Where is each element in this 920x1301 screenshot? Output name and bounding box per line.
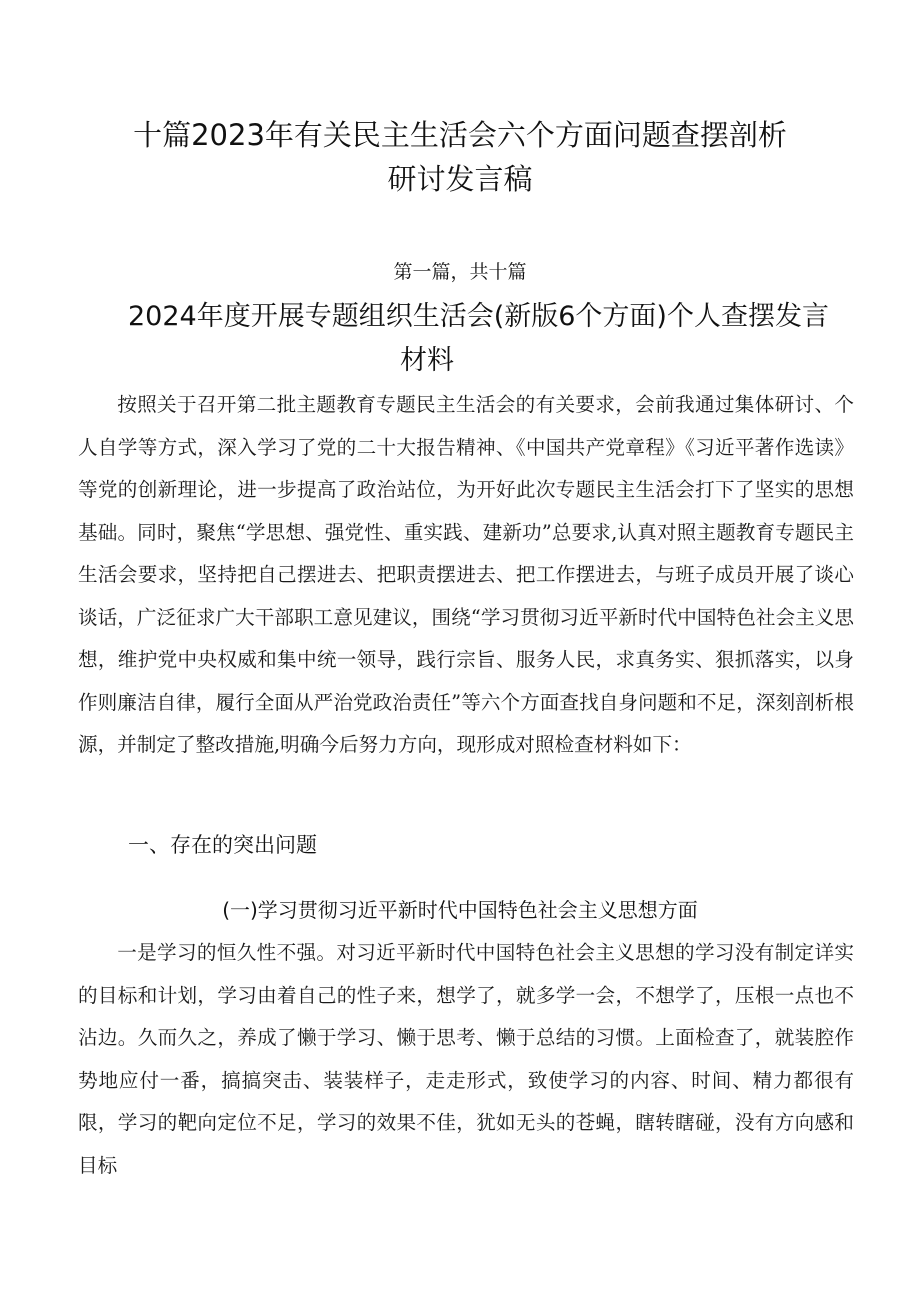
section-heading: 一、存在的突出问题 <box>128 833 317 857</box>
subtitle-line-2: 材料 <box>400 345 454 376</box>
main-title-line-1: 十篇2023年有关民主生活会六个方面问题查摆剖析 <box>133 118 787 152</box>
intro-paragraph: 按照关于召开第二批主题教育专题民主生活会的有关要求，会前我通过集体研讨、个人自学等方式，深入学习了党的二十大报告精神、《中国共产党章程》《习近平著作选读》等党的创新理论，进一步提高了政治站位，为开好此次专题民主生活会打下了坚实的思想基础。同时，聚焦“学思想、强党性、重实践、建新功”总要求,认真对照主题教育专题民主生活会要求，坚持把自己摆进去、把职责摆进去、把工作摆进去，与班子成员开展了谈心谈话，广泛征求广大干部职工意见建议，围绕“学习贯彻习近平新时代中国特色社会主义思想，维护党中央权威和集中统一领导，践行宗旨、服务人民，求真务实、狠抓落实，以身作则廉洁自律，履行全面从严治党政治责任”等六个方面查找自身问题和不足，深刻剖析根源，并制定了整改措施,明确今后努力方向，现形成对照检查材料如下： <box>78 393 854 756</box>
body-paragraph: 一是学习的恒久性不强。对习近平新时代中国特色社会主义思想的学习没有制定详实的目标和计划，学习由着自己的性子来，想学了，就多学一会，不想学了，压根一点也不沾边。久而久之，养成了懒于学习、懒于思考、懒于总结的习惯。上面检查了，就装腔作势地应付一番，搞搞突击、装装样子，走走形式，致使学习的内容、时间、精力都很有限，学习的靶向定位不足，学习的效果不佳，犹如无头的苍蝇，瞎转瞎碰，没有方向感和目标 <box>78 941 854 1177</box>
subtitle-line-1: 2024年度开展专题组织生活会(新版6个方面)个人查摆发言 <box>128 301 829 332</box>
part-label: 第一篇，共十篇 <box>393 261 527 283</box>
main-title-line-2: 研讨发言稿 <box>387 162 533 196</box>
subsection-heading: (一)学习贯彻习近平新时代中国特色社会主义思想方面 <box>222 898 698 922</box>
